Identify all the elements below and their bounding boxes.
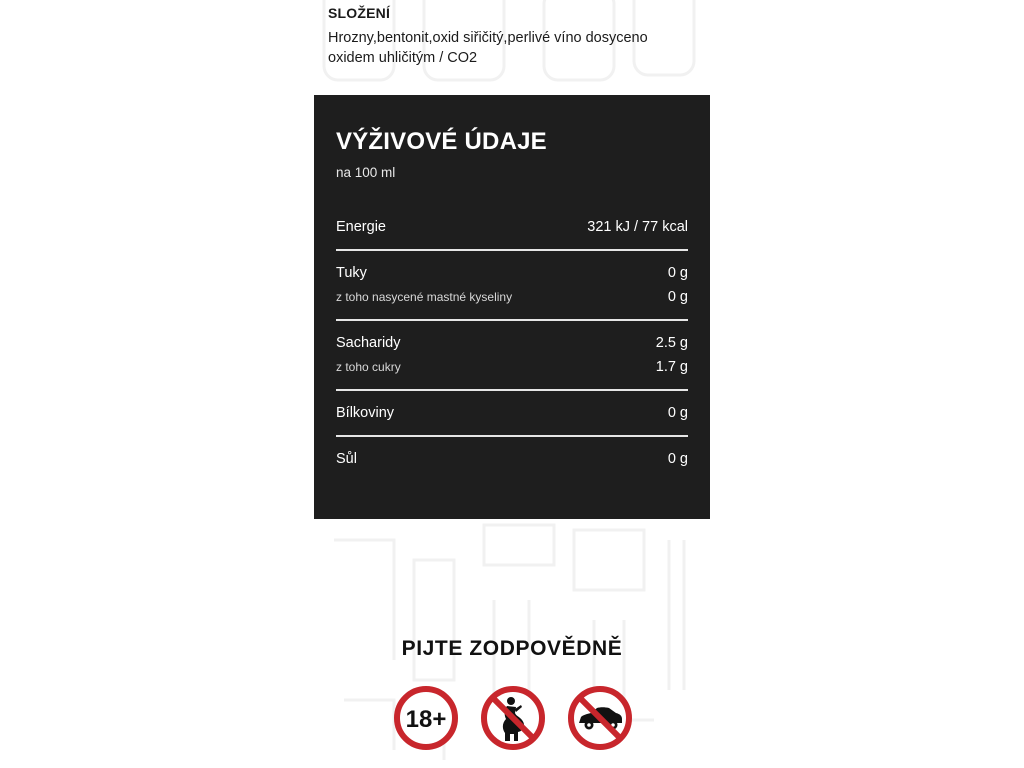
nutrition-title: VÝŽIVOVÉ ÚDAJE (336, 128, 547, 155)
carbs-value: 2.5 g (655, 335, 688, 351)
divider (336, 435, 688, 437)
nutrition-row-energy (336, 219, 688, 235)
no-driving-icon (567, 685, 633, 751)
carbs-label: Sacharidy (336, 335, 401, 351)
sugars-value: 1.7 g (655, 359, 688, 375)
composition-text (328, 28, 698, 68)
nutrition-row-carbs (336, 335, 688, 351)
warning-icons-row (390, 685, 640, 753)
nutrition-row-salt (336, 451, 688, 467)
energy-label: Energie (336, 219, 386, 235)
drink-responsibly-title: PIJTE ZODPOVĚDNĚ (401, 637, 623, 660)
nutrition-panel (314, 95, 710, 519)
nutrition-row-sugars (336, 359, 688, 375)
divider (336, 389, 688, 391)
composition-text-line1: Hrozny,bentonit,oxid siřičitý,perlivé víno dosyceno (328, 30, 648, 46)
composition-title: SLOŽENÍ (328, 5, 391, 21)
age-sign-text: 18+ (405, 706, 447, 733)
sugars-label: z toho cukry (336, 360, 401, 374)
energy-value: 321 kJ / 77 kcal (587, 219, 688, 235)
divider (336, 319, 688, 321)
divider (336, 249, 688, 251)
nutrition-row-fat (336, 265, 688, 281)
saturated-value: 0 g (667, 289, 688, 305)
protein-value: 0 g (667, 405, 688, 421)
composition-text-line2: oxidem uhličitým / CO2 (328, 50, 478, 66)
nutrition-row-protein (336, 405, 688, 421)
fat-value: 0 g (667, 265, 688, 281)
nutrition-row-saturated (336, 289, 688, 305)
content-column (314, 0, 710, 768)
fat-label: Tuky (336, 265, 367, 281)
protein-label: Bílkoviny (336, 405, 395, 421)
composition-section (328, 4, 698, 68)
salt-label: Sůl (336, 451, 357, 467)
saturated-label: z toho nasycené mastné kyseliny (336, 290, 513, 304)
nutrition-subtitle: na 100 ml (336, 165, 396, 180)
age-18-icon (393, 685, 459, 751)
salt-value: 0 g (667, 451, 688, 467)
no-pregnancy-icon (480, 685, 546, 751)
